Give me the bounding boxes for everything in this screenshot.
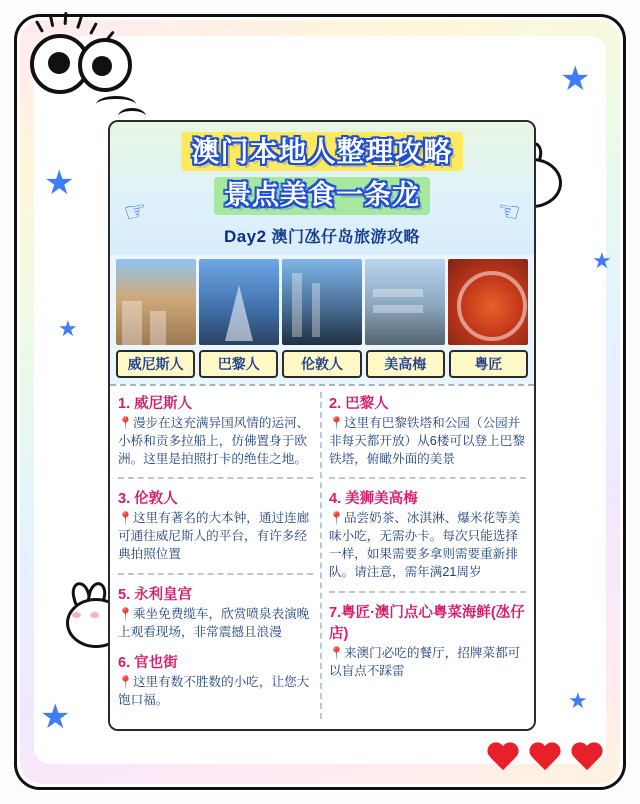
list-item <box>329 392 526 469</box>
star-icon: ★ <box>58 316 78 341</box>
item-text: 📍品尝奶茶、冰淇淋、爆米花等美味小吃，无需办卡。每次只能选择一样，如果需要多拿则需要重新排队。请注意，需年满21周岁 <box>329 511 521 579</box>
venetian-photo <box>116 259 196 345</box>
pin-icon: 📍 <box>118 415 133 430</box>
list-item <box>118 651 313 710</box>
cantonese-food-photo <box>448 259 528 345</box>
left-column <box>118 392 322 719</box>
photo-tag-parisian: 巴黎人 <box>199 350 278 378</box>
divider <box>118 573 313 575</box>
photo-tag-yuejiang: 粤匠 <box>449 350 528 378</box>
item-text: 📍漫步在这充满异国风情的运河、小桥和贡多拉船上，仿佛置身于欧洲。这里是拍照打卡的绝佳之地。 <box>118 415 310 466</box>
divider <box>329 477 526 479</box>
pointing-hand-icon: ☜ <box>494 194 523 228</box>
list-item <box>329 601 526 681</box>
item-title: 7.粤匠·澳门点心粤菜海鲜(氹仔店) <box>329 604 525 642</box>
heart-icon <box>486 743 520 774</box>
bunny-icon <box>62 588 108 628</box>
guide-body <box>110 384 534 729</box>
pin-icon: 📍 <box>329 511 344 526</box>
star-icon: ★ <box>40 698 71 736</box>
divider <box>329 591 526 593</box>
hearts-decoration <box>486 743 604 774</box>
list-item <box>329 487 526 582</box>
item-title: 3. 伦敦人 <box>118 491 178 508</box>
star-icon: ★ <box>44 164 75 202</box>
heart-icon <box>570 743 604 774</box>
page-title-line1: 澳门本地人整理攻略 <box>181 132 462 171</box>
item-title: 4. 美狮美高梅 <box>329 491 418 508</box>
pin-icon: 📍 <box>118 607 133 621</box>
item-text: 📍这里有数不胜数的小吃，让您大饱口福。 <box>118 674 310 707</box>
photo-strip <box>110 255 534 345</box>
pin-icon: 📍 <box>118 674 133 689</box>
divider <box>118 477 313 479</box>
item-text: 📍这里有巴黎铁塔和公园（公园并非每天都开放）从6楼可以登上巴黎铁塔，俯瞰外面的美景 <box>329 415 525 466</box>
londoner-photo <box>282 259 362 345</box>
photo-tag-londoner: 伦敦人 <box>282 350 361 378</box>
list-item <box>118 583 313 642</box>
day-label: Day2 <box>223 226 267 246</box>
item-title: 6. 官也街 <box>118 654 178 671</box>
parisian-photo <box>199 259 279 345</box>
list-item <box>118 392 313 469</box>
photo-tag-row <box>110 345 534 384</box>
list-item <box>118 487 313 564</box>
item-title: 1. 威尼斯人 <box>118 395 193 412</box>
pin-icon: 📍 <box>118 511 133 526</box>
page-subtitle <box>118 224 526 247</box>
right-column <box>322 392 526 719</box>
mgm-photo <box>365 259 445 345</box>
pointing-hand-icon: ☞ <box>121 193 151 229</box>
star-icon: ★ <box>560 60 591 98</box>
pin-icon: 📍 <box>329 415 344 430</box>
heart-icon <box>528 743 562 774</box>
card-header <box>110 122 534 255</box>
pin-icon: 📍 <box>329 645 344 660</box>
item-text: 📍乘坐免费缆车，欣赏喷泉表演晚上观看现场，非常震撼且浪漫 <box>118 607 310 639</box>
item-text: 📍来澳门必吃的餐厅，招牌菜都可以盲点不踩雷 <box>329 645 521 678</box>
item-title: 5. 永利皇宫 <box>118 587 193 603</box>
star-icon: ★ <box>592 248 612 273</box>
item-title: 2. 巴黎人 <box>329 395 389 412</box>
photo-tag-venetian: 威尼斯人 <box>116 350 195 378</box>
item-text: 📍这里有著名的大本钟，通过连廊可通往威尼斯人的平台，有许多经典拍照位置 <box>118 511 310 562</box>
subtitle-text: 澳门氹仔岛旅游攻略 <box>271 228 421 246</box>
guide-card <box>108 120 536 731</box>
page-title-line2: 景点美食一条龙 <box>214 177 430 215</box>
photo-tag-mgm: 美高梅 <box>366 350 445 378</box>
star-icon: ★ <box>568 688 588 713</box>
cartoon-eyes-icon <box>24 12 144 102</box>
